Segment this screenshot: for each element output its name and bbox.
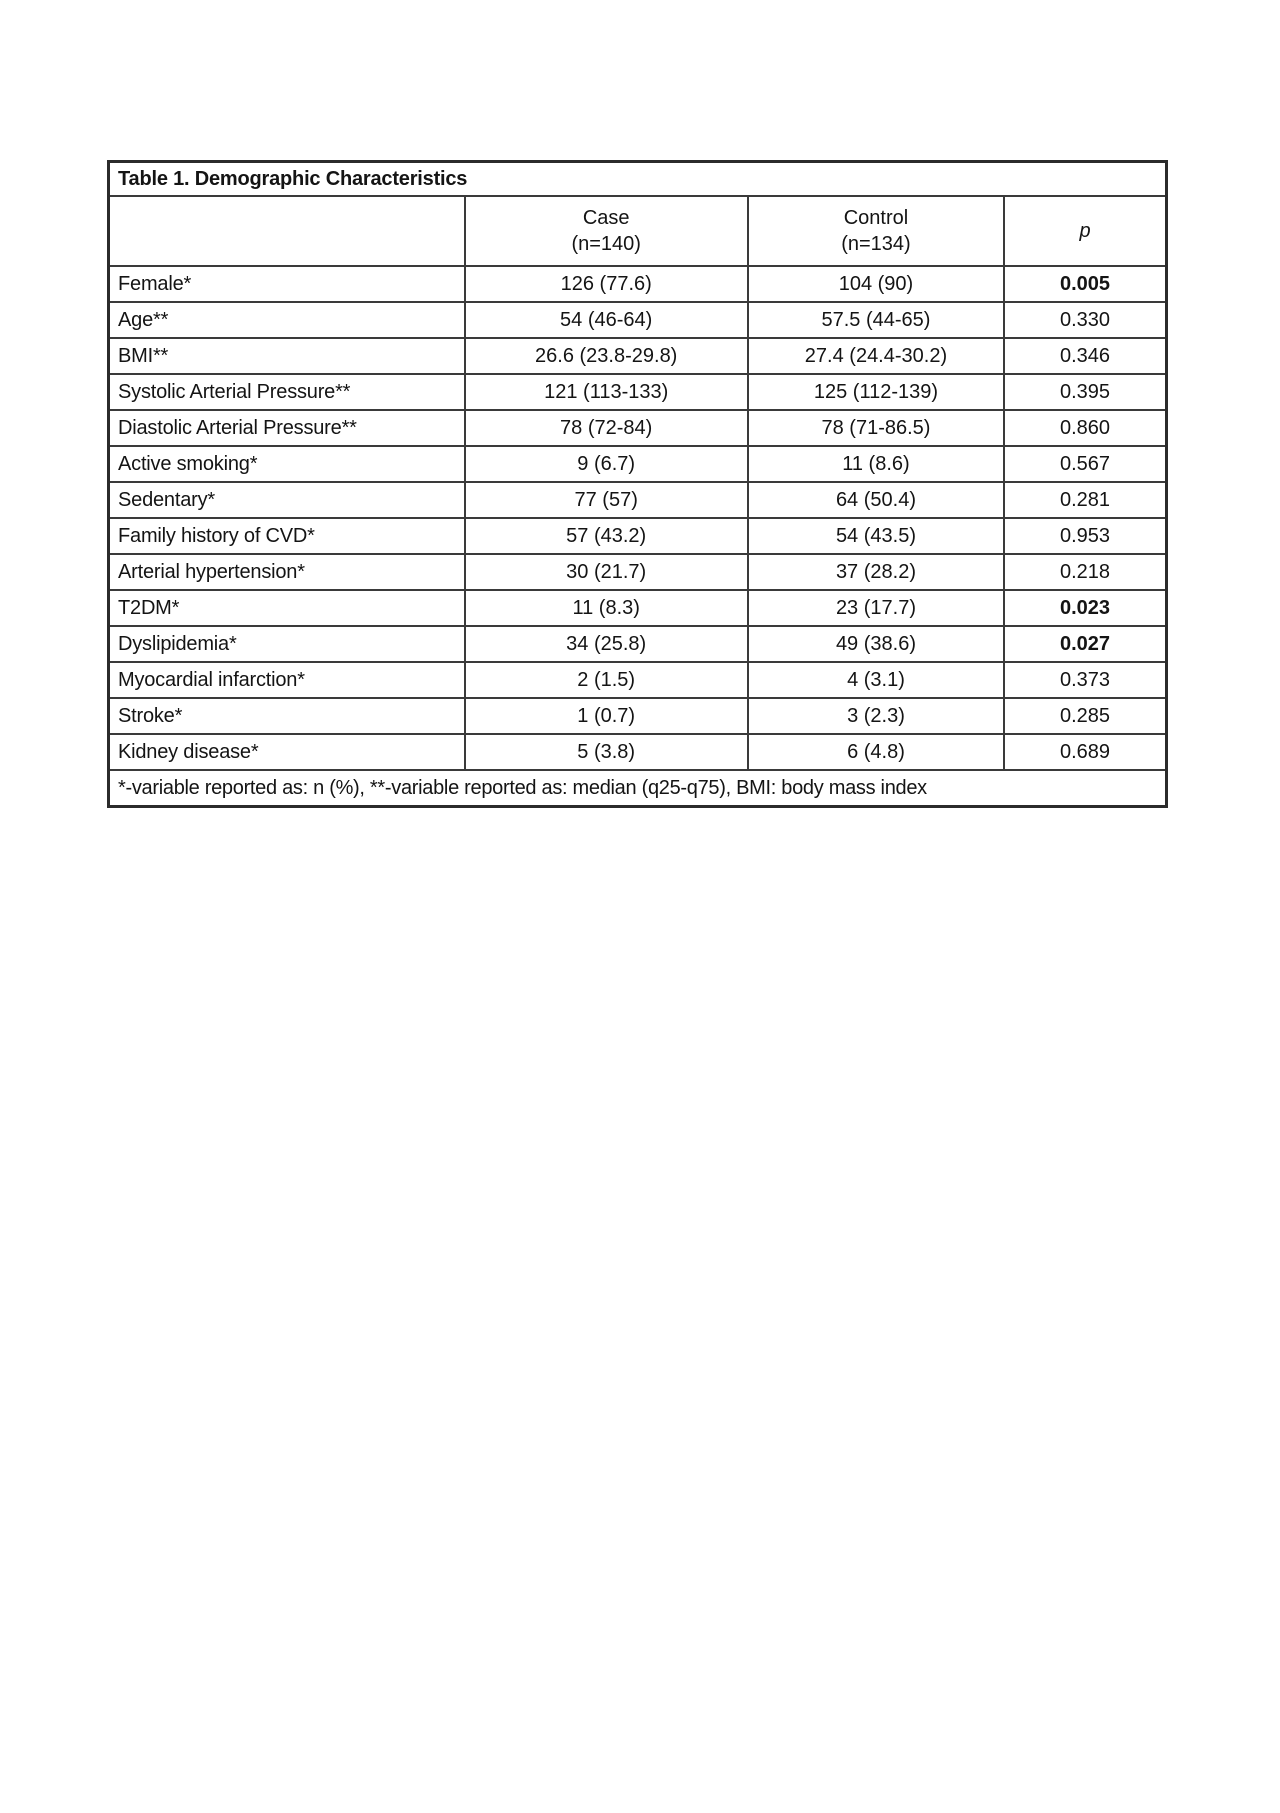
p-column-header: p xyxy=(1004,196,1166,266)
case-header-label: Case xyxy=(582,207,630,229)
table-row xyxy=(109,698,1167,734)
table-row xyxy=(109,338,1167,374)
case-value-cell: 57 (43.2) xyxy=(465,518,748,554)
table-row xyxy=(109,518,1167,554)
case-column-header xyxy=(465,196,748,266)
p-value-cell: 0.395 xyxy=(1004,374,1166,410)
table-header-row xyxy=(109,196,1167,266)
table-body xyxy=(109,266,1167,770)
row-label-cell: Arterial hypertension* xyxy=(109,554,465,590)
control-header-label: Control xyxy=(843,207,909,229)
case-value-cell: 1 (0.7) xyxy=(465,698,748,734)
case-value-cell: 126 (77.6) xyxy=(465,266,748,302)
p-value-cell: 0.567 xyxy=(1004,446,1166,482)
table-row xyxy=(109,626,1167,662)
table-row xyxy=(109,734,1167,770)
control-value-cell: 23 (17.7) xyxy=(748,590,1004,626)
table-1 xyxy=(107,160,1168,808)
table-row xyxy=(109,446,1167,482)
case-value-cell: 77 (57) xyxy=(465,482,748,518)
p-value-cell: 0.285 xyxy=(1004,698,1166,734)
p-value-cell: 0.689 xyxy=(1004,734,1166,770)
control-column-header xyxy=(748,196,1004,266)
table-row xyxy=(109,662,1167,698)
case-value-cell: 2 (1.5) xyxy=(465,662,748,698)
control-value-cell: 11 (8.6) xyxy=(748,446,1004,482)
control-value-cell: 6 (4.8) xyxy=(748,734,1004,770)
row-label-cell: Dyslipidemia* xyxy=(109,626,465,662)
table-row xyxy=(109,554,1167,590)
control-header-n: (n=134) xyxy=(841,233,911,255)
case-value-cell: 5 (3.8) xyxy=(465,734,748,770)
p-value-cell: 0.005 xyxy=(1004,266,1166,302)
control-value-cell: 57.5 (44-65) xyxy=(748,302,1004,338)
table-row xyxy=(109,410,1167,446)
case-value-cell: 121 (113-133) xyxy=(465,374,748,410)
table-row xyxy=(109,482,1167,518)
row-label-cell: Female* xyxy=(109,266,465,302)
row-label-cell: Family history of CVD* xyxy=(109,518,465,554)
control-value-cell: 49 (38.6) xyxy=(748,626,1004,662)
row-label-cell: Diastolic Arterial Pressure** xyxy=(109,410,465,446)
row-label-cell: Stroke* xyxy=(109,698,465,734)
row-label-cell: Kidney disease* xyxy=(109,734,465,770)
control-value-cell: 3 (2.3) xyxy=(748,698,1004,734)
case-value-cell: 11 (8.3) xyxy=(465,590,748,626)
table-row xyxy=(109,266,1167,302)
row-label-cell: Systolic Arterial Pressure** xyxy=(109,374,465,410)
p-value-cell: 0.346 xyxy=(1004,338,1166,374)
table-row xyxy=(109,590,1167,626)
table-title-row xyxy=(109,162,1167,197)
table-row xyxy=(109,302,1167,338)
p-value-cell: 0.953 xyxy=(1004,518,1166,554)
row-label-cell: Myocardial infarction* xyxy=(109,662,465,698)
p-value-cell: 0.218 xyxy=(1004,554,1166,590)
empty-header-cell xyxy=(109,196,465,266)
control-value-cell: 4 (3.1) xyxy=(748,662,1004,698)
row-label-cell: Age** xyxy=(109,302,465,338)
p-value-cell: 0.281 xyxy=(1004,482,1166,518)
case-value-cell: 54 (46-64) xyxy=(465,302,748,338)
case-header-n: (n=140) xyxy=(571,233,641,255)
control-value-cell: 37 (28.2) xyxy=(748,554,1004,590)
row-label-cell: T2DM* xyxy=(109,590,465,626)
case-value-cell: 9 (6.7) xyxy=(465,446,748,482)
row-label-cell: Sedentary* xyxy=(109,482,465,518)
table-footnote-row xyxy=(109,770,1167,807)
row-label-cell: BMI** xyxy=(109,338,465,374)
table-title: Table 1. Demographic Characteristics xyxy=(109,162,1167,197)
p-value-cell: 0.023 xyxy=(1004,590,1166,626)
control-value-cell: 27.4 (24.4-30.2) xyxy=(748,338,1004,374)
case-value-cell: 78 (72-84) xyxy=(465,410,748,446)
p-value-cell: 0.330 xyxy=(1004,302,1166,338)
row-label-cell: Active smoking* xyxy=(109,446,465,482)
control-value-cell: 64 (50.4) xyxy=(748,482,1004,518)
control-value-cell: 54 (43.5) xyxy=(748,518,1004,554)
p-value-cell: 0.860 xyxy=(1004,410,1166,446)
control-value-cell: 78 (71-86.5) xyxy=(748,410,1004,446)
case-value-cell: 30 (21.7) xyxy=(465,554,748,590)
table-row xyxy=(109,374,1167,410)
control-value-cell: 125 (112-139) xyxy=(748,374,1004,410)
case-value-cell: 34 (25.8) xyxy=(465,626,748,662)
demographic-table xyxy=(107,160,1168,808)
case-value-cell: 26.6 (23.8-29.8) xyxy=(465,338,748,374)
control-value-cell: 104 (90) xyxy=(748,266,1004,302)
table-footnote: *-variable reported as: n (%), **-variable reported as: median (q25-q75), BMI: body mass index xyxy=(109,770,1167,807)
p-value-cell: 0.373 xyxy=(1004,662,1166,698)
p-value-cell: 0.027 xyxy=(1004,626,1166,662)
